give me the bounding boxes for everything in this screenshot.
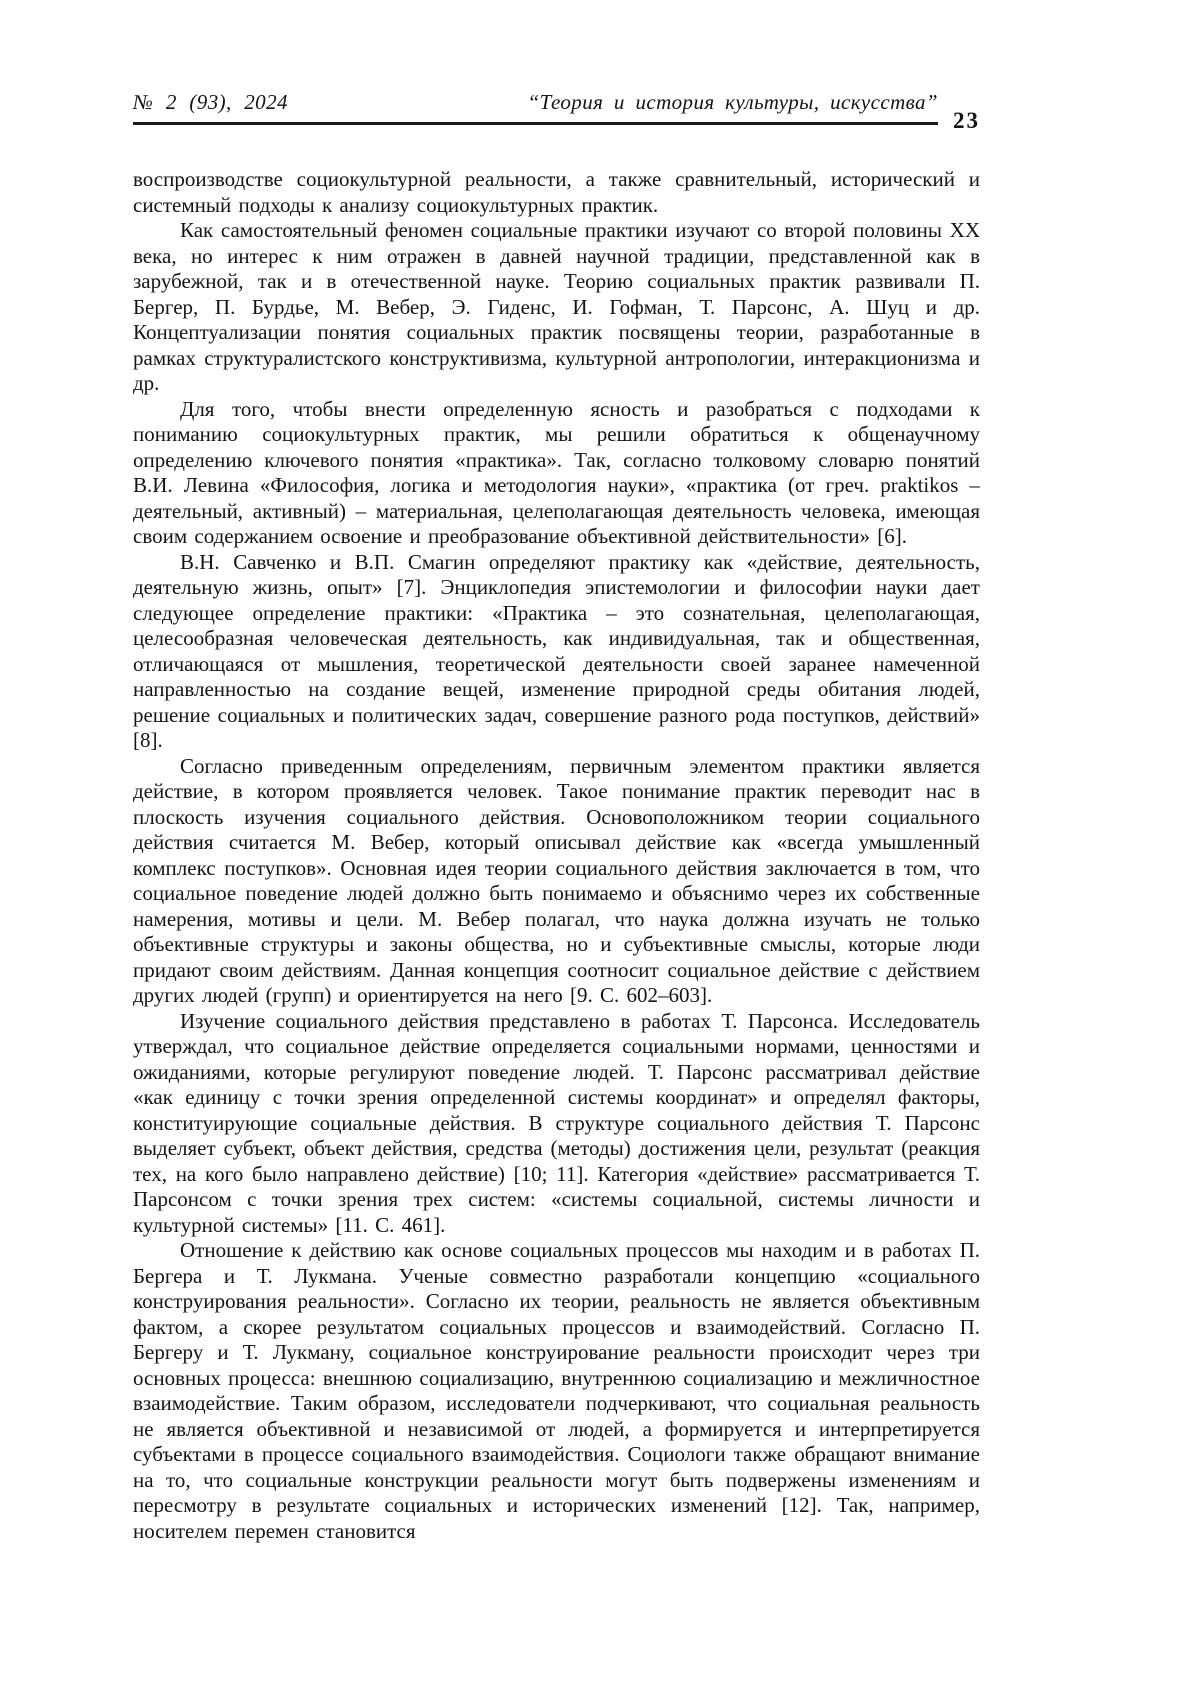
page-number: 23: [953, 108, 980, 133]
paragraph: Как самостоятельный феномен социальные практики изучают со второй половины XX века, но интерес к ним отражен в давней научной традиции, представленной как в зарубежной, так и в отечественной науке. Теорию социальных практик развивали П. Бергер, П. Бурдье, М. Вебер, Э. Гиденс, И. Гофман, Т. Парсонс, А. Шуц и др. Концептуализации понятия социальных практик посвящены теории, разработанные в рамках структуралистского конструктивизма, культурной антропологии, интеракционизма и др.: [133, 218, 980, 395]
article-body: [133, 167, 980, 1544]
journal-section-title: “Теория и история культуры, искусства”: [527, 90, 938, 114]
header-rule: [133, 122, 938, 125]
paragraph: Согласно приведенным определениям, первичным элементом практики является действие, в котором проявляется человек. Такое понимание практик переводит нас в плоскость изучения социального действия. Основоположником теории социального действия считается М. Вебер, который описывал действие как «всегда умышленный комплекс поступков». Основная идея теории социального действия заключается в том, что социальное поведение людей должно быть понимаемо и объяснимо через их собственные намерения, мотивы и цели. М. Вебер полагал, что наука должна изучать не только объективные структуры и законы общества, но и субъективные смыслы, которые люди придают своим действиям. Данная концепция соотносит социальное действие с действием других людей (групп) и ориентируется на него [9. С. 602–603].: [133, 753, 980, 1007]
paragraph: Для того, чтобы внести определенную ясность и разобраться с подходами к пониманию социокультурных практик, мы решили обратиться к общенаучному определению ключевого понятия «практика». Так, согласно толковому словарю понятий В.И. Левина «Философия, логика и методология науки», «практика (от греч. praktikos – деятельный, активный) – материальная, целеполагающая деятельность человека, имеющая своим содержанием освоение и преобразование объективной действительности» [6].: [133, 396, 980, 548]
running-head: [133, 90, 938, 115]
page-header: [133, 90, 980, 133]
paragraph-continuation: воспроизводстве социокультурной реальности, а также сравнительный, исторический и системный подходы к анализу социокультурных практик.: [133, 167, 980, 217]
paragraph: В.Н. Савченко и В.П. Смагин определяют практику как «действие, деятельность, деятельную жизнь, опыт» [7]. Энциклопедия эпистемологии и философии науки дает следующее определение практики: «Практика – это сознательная, целеполагающая, целесообразная человеческая деятельность, как индивидуальная, так и общественная, отличающаяся от мышления, теоретической деятельности своей заранее намеченной направленностью на создание вещей, изменение природной среды обитания людей, решение социальных и политических задач, совершение разного рода поступков, действий» [8].: [133, 549, 980, 752]
paragraph: Изучение социального действия представлено в работах Т. Парсонса. Исследователь утверждал, что социальное действие определяется социальными нормами, ценностями и ожиданиями, которые регулируют поведение людей. Т. Парсонс рассматривал действие «как единицу с точки зрения определенной системы координат» и определял факторы, конституирующие социальные действия. В структуре социального действия Т. Парсонс выделяет субъект, объект действия, средства (методы) достижения цели, результат (реакция тех, на кого было направлено действие) [10; 11]. Категория «действие» рассматривается Т. Парсонсом с точки зрения трех систем: «системы социальной, системы личности и культурной системы» [11. С. 461].: [133, 1008, 980, 1237]
paragraph: Отношение к действию как основе социальных процессов мы находим и в работах П. Бергера и Т. Лукмана. Ученые совместно разработали концепцию «социального конструирования реальности». Согласно их теории, реальность не является объективным фактом, а скорее результатом социальных процессов и взаимодействий. Согласно П. Бергеру и Т. Лукману, социальное конструирование реальности происходит через три основных процесса: внешнюю социализацию, внутреннюю социализацию и межличностное взаимодействие. Таким образом, исследователи подчеркивают, что социальная реальность не является объективной и независимой от людей, а формируется и интерпретируется субъектами в процессе социального взаимодействия. Социологи также обращают внимание на то, что социальные конструкции реальности могут быть подвержены изменениям и пересмотру в результате социальных и исторических изменений [12]. Так, например, носителем перемен становится: [133, 1238, 980, 1543]
issue-number: № 2 (93), 2024: [133, 90, 288, 114]
